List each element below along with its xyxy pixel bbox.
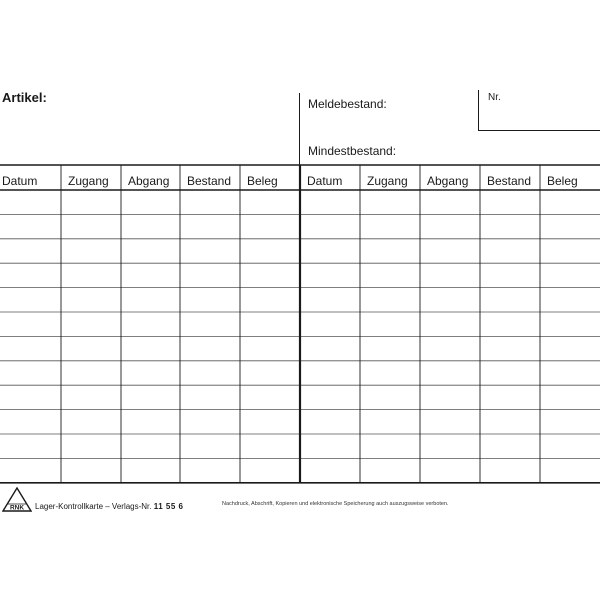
- column-header: Abgang: [128, 174, 170, 188]
- form-number: 11 55 6: [153, 502, 184, 511]
- mindestbestand-label: Mindestbestand:: [308, 144, 397, 158]
- column-header: Beleg: [247, 174, 278, 188]
- column-header: Datum: [307, 174, 343, 188]
- column-header: Abgang: [427, 174, 469, 188]
- column-header: Bestand: [487, 174, 532, 188]
- column-header: Zugang: [367, 174, 408, 188]
- form-title-text: Lager-Kontrollkarte – Verlags-Nr.: [35, 502, 152, 511]
- publisher-logo: [2, 487, 32, 512]
- meldebestand-label: Meldebestand:: [308, 97, 387, 111]
- copyright-notice: Nachdruck, Abschrift, Kopieren und elektronische Speicherung auch auszugsweise verboten.: [222, 501, 449, 507]
- column-header: Beleg: [547, 174, 578, 188]
- column-header: Datum: [2, 174, 38, 188]
- svg-text:RNK: RNK: [9, 504, 25, 512]
- form-title: [35, 502, 183, 511]
- column-header: Zugang: [68, 174, 109, 188]
- artikel-label: Artikel:: [2, 90, 47, 105]
- column-header: Bestand: [187, 174, 232, 188]
- nr-label: Nr.: [488, 92, 501, 103]
